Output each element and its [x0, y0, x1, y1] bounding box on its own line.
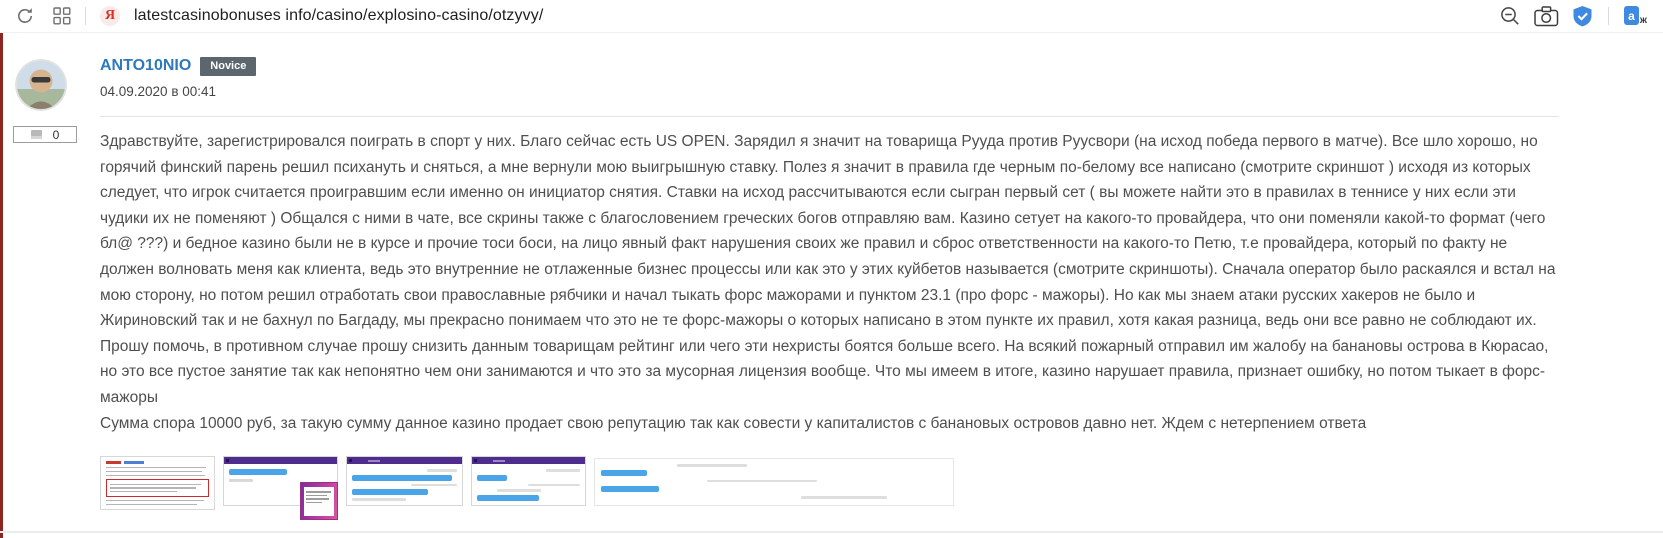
chat-header — [472, 457, 585, 464]
tabs-grid-icon — [53, 7, 71, 25]
toolbar-right-group — [1499, 5, 1663, 27]
chat-bubble — [677, 464, 747, 467]
screenshot-button[interactable] — [1534, 6, 1559, 27]
chat-body — [224, 464, 337, 484]
chat-bubble — [707, 480, 817, 483]
translate-icon-sub: ж — [1639, 15, 1647, 26]
protect-shield-button[interactable] — [1572, 5, 1593, 27]
text-line — [306, 491, 331, 493]
user-rank-badge: Novice — [200, 57, 256, 76]
attachment-chat-screenshot-4[interactable] — [594, 458, 954, 506]
zoom-out-icon — [1499, 5, 1521, 27]
chat-bubble — [352, 498, 406, 501]
text-line — [306, 502, 322, 504]
chat-header — [347, 457, 462, 464]
camera-icon — [1534, 6, 1559, 27]
tabs-grid-button[interactable] — [53, 7, 71, 25]
chat-bubble — [601, 486, 659, 492]
translate-button[interactable] — [1624, 6, 1647, 26]
text-line — [106, 500, 204, 502]
text-line — [110, 484, 201, 486]
bottom-divider — [0, 531, 1663, 533]
text-line — [110, 491, 177, 493]
review-date: 04.09.2020 в 00:41 — [100, 84, 217, 99]
reload-icon — [15, 6, 35, 26]
text-line — [110, 487, 196, 489]
attachment-chat-screenshot-3[interactable] — [471, 456, 586, 506]
page-left-edge-strip — [0, 33, 3, 538]
attachment-terms-screenshot[interactable] — [100, 456, 215, 510]
text-line — [106, 467, 206, 469]
chat-body — [472, 464, 585, 503]
likes-icon — [31, 130, 42, 139]
text-line — [306, 495, 327, 497]
review-paragraph: Сумма спора 10000 руб, за такую сумму данное казино продает свою репутацию так как совести у капиталистов с банановых островов давно нет. Ждем с нетерпением ответа — [100, 414, 1367, 432]
review-text — [100, 129, 1559, 436]
chat-bubble — [352, 475, 452, 481]
popup-body — [304, 487, 334, 516]
review-header — [100, 56, 1559, 76]
chat-bubble — [229, 479, 253, 482]
attachment-popup-screenshot[interactable] — [300, 482, 338, 520]
text-line — [106, 471, 202, 473]
chat-bubble — [352, 489, 428, 495]
user-column — [13, 59, 83, 143]
text-line — [306, 498, 329, 500]
review-divider — [100, 116, 1559, 117]
text-line — [106, 504, 197, 506]
protect-shield-icon — [1572, 5, 1593, 27]
toolbar-divider — [85, 7, 86, 25]
username-link[interactable]: ANTO10NIO — [100, 57, 192, 74]
address-bar[interactable]: latestcasinobonuses info/casino/explosino-casino/otzyvy/ — [134, 7, 544, 24]
attachments-row — [100, 456, 1559, 510]
chat-body — [347, 464, 462, 503]
chat-bubble — [528, 484, 580, 487]
chat-header — [224, 457, 337, 464]
doc-heading — [106, 461, 209, 464]
chat-bubble — [477, 475, 507, 481]
chat-bubble — [477, 495, 539, 501]
zoom-out-button[interactable] — [1499, 5, 1521, 27]
attachment-chat-screenshot-2[interactable] — [346, 456, 463, 506]
chat-bubble — [497, 489, 541, 492]
likes-counter — [13, 126, 77, 143]
chat-bubble — [546, 469, 580, 472]
chat-bubble — [411, 484, 457, 487]
reload-button[interactable] — [15, 6, 35, 26]
likes-count: 0 — [52, 127, 60, 142]
chat-bubble — [427, 469, 457, 472]
browser-toolbar — [0, 0, 1663, 33]
review-block — [100, 56, 1559, 510]
yandex-favicon-icon: Я — [100, 6, 120, 26]
chat-bubble — [601, 470, 647, 476]
translate-icon: a — [1624, 6, 1639, 25]
text-line — [106, 475, 205, 477]
chat-bubble — [801, 496, 887, 499]
review-paragraph: Здравствуйте, зарегистрировался поиграть в спорт у них. Благо сейчас есть US OPEN. Зарядил я значит на товарища Рууда против Руусвори (на исход победа первого в матче). Все шло хорошо, но горячий финский парень решил психануть и сняться, а мне вернули мою выигрышную ставку. Полез я значит в правила где черным по-белому все написано (смотрите скриншот ) исходя из которых следует, что игрок считается проигравшим если именно он инициатор снятия. Ставки на исход рассчитываются если сыгран первый сет ( вы можете найти это в правилах в теннисе у них если эти чудики их не поменяют ) Общался с ними в чате, все скрины также с благословением греческих богов отправляю вам. Казино сетует на какого-то провайдера, что они поменяли какой-то формат (чего бл@ ???) и бедное казино были не в курсе и прочие тоси боси, на лицо явный факт нарушения своих же правил и сброс ответственности на какого-то Петю, т.е провайдера, который по факту не должен волновать меня как клиента, ведь это внутренние не отлаженные бизнес процессы или как это у этих куйбетов называется (смотрите скриншоты). Сначала оператор было раскаялся и встал на мою сторону, но потом решил отработать свои православные рябчики и начал тыкать форс мажорами и пунктом 23.1 (про форс - мажоры). Но как мы знаем атаки русских хакеров не было и Жириновский так и не бахнул по Багдаду, мы прекрасно понимаем что это не те форс-мажоры о которых написано в этом пункте их правил, хотя какая разница, ведь они все равно не соблюдают их. Прошу помочь, в противном случае прошу снизить данным товарищам рейтинг или чего эти нехристы боятся больше всего. На всякий пожарный отправил им жалобу на банановы острова в Кюрасао, но это все пустое занятие так как непонятно чем они занимаются и что это за мусорная лицензия вообще. Что мы имеем в итоге, казино нарушает правила, признает ошибку, но потом тыкает в форс- мажоры — [100, 133, 1556, 406]
avatar[interactable] — [15, 59, 67, 111]
chat-bubble — [229, 469, 287, 475]
toolbar-divider — [1608, 7, 1609, 25]
highlighted-terms-box — [106, 479, 209, 498]
